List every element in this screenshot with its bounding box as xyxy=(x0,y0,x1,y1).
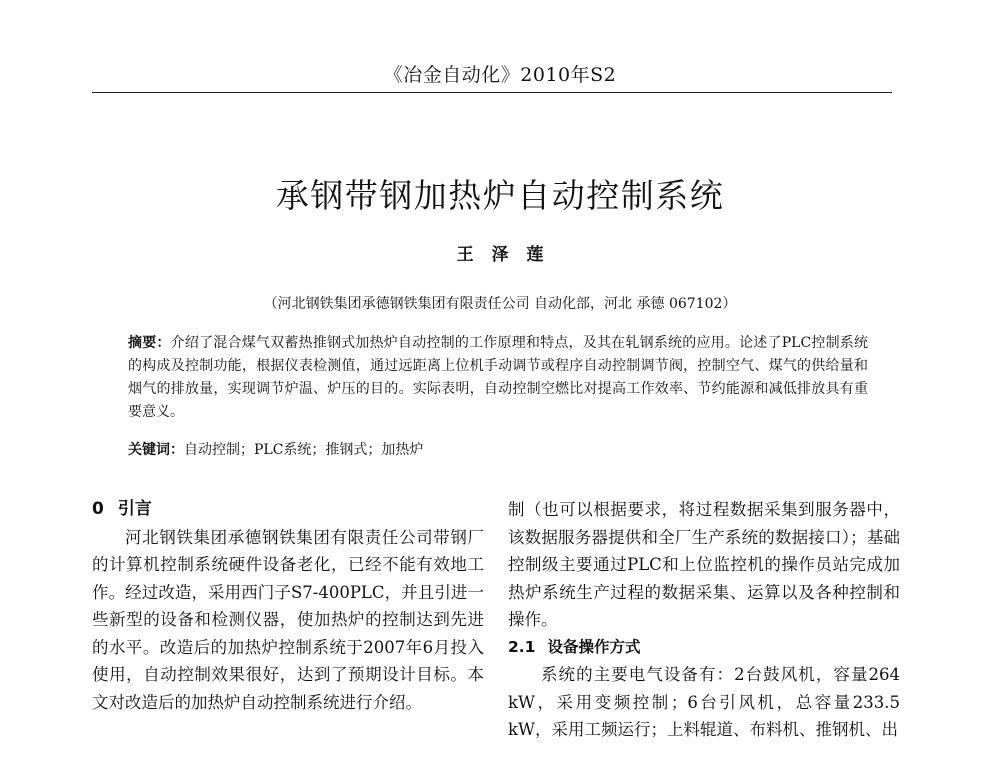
abstract-label: 摘要： xyxy=(128,335,171,351)
section-title: 引言 xyxy=(117,499,152,519)
abstract-text: 介绍了混合煤气双蓄热推钢式加热炉自动控制的工作原理和特点，及其在轧钢系统的应用。论述了PLC控制系统的构成及控制功能，根据仪表检测值，通过远距离上位机手动调节或程序自动控制调节阀，控制空气、煤气的供给量和烟气的排放量，实现调节炉温、炉压的目的。实际表明，自动控制空燃比对提高工作效率、节约能源和减低排放具有重要意义。 xyxy=(128,335,868,420)
left-column xyxy=(92,496,484,716)
continued-paragraph: 制（也可以根据要求，将过程数据采集到服务器中，该数据服务器提供和全厂生产系统的数据接口）；基础控制级主要通过PLC和上位监控机的操作员站完成加热炉系统生产过程的数据采集、运算以及各种控制和操作。 xyxy=(508,500,900,629)
subsection-title: 设备操作方式 xyxy=(547,637,641,656)
affiliation: （河北钢铁集团承德钢铁集团有限责任公司 自动化部，河北 承德 067102） xyxy=(263,296,737,312)
subsection-heading xyxy=(508,634,900,662)
equipment-paragraph: 系统的主要电气设备有：2台鼓风机，容量264 kW，采用变频控制；6台引风机，总容量233.5 kW，采用工频运行；上料辊道、布料机、推钢机、出 xyxy=(508,665,900,739)
author: 王 泽 莲 xyxy=(456,245,544,265)
keywords-label: 关键词： xyxy=(128,442,184,458)
section-number: 0 xyxy=(92,499,104,519)
abstract xyxy=(128,332,868,424)
keywords xyxy=(128,439,868,461)
right-column xyxy=(508,496,900,744)
section-heading xyxy=(92,496,484,524)
intro-paragraph: 河北钢铁集团承德钢铁集团有限责任公司带钢厂的计算机控制系统硬件设备老化，已经不能有效地工作。经过改造，采用西门子S7-400PLC，并且引进一些新型的设备和检测仪器，使加热炉的控制达到先进的水平。改造后的加热炉控制系统于2007年6月投入使用，自动控制效果很好，达到了预期设计目标。本文对改造后的加热炉自动控制系统进行介绍。 xyxy=(92,527,484,712)
journal-header: 《冶金自动化》2010年S2 xyxy=(383,64,617,86)
header-rule xyxy=(92,92,892,93)
article-title: 承钢带钢加热炉自动控制系统 xyxy=(275,176,725,215)
subsection-number: 2.1 xyxy=(508,637,536,656)
keywords-text: 自动控制；PLC系统；推钢式；加热炉 xyxy=(184,442,424,458)
